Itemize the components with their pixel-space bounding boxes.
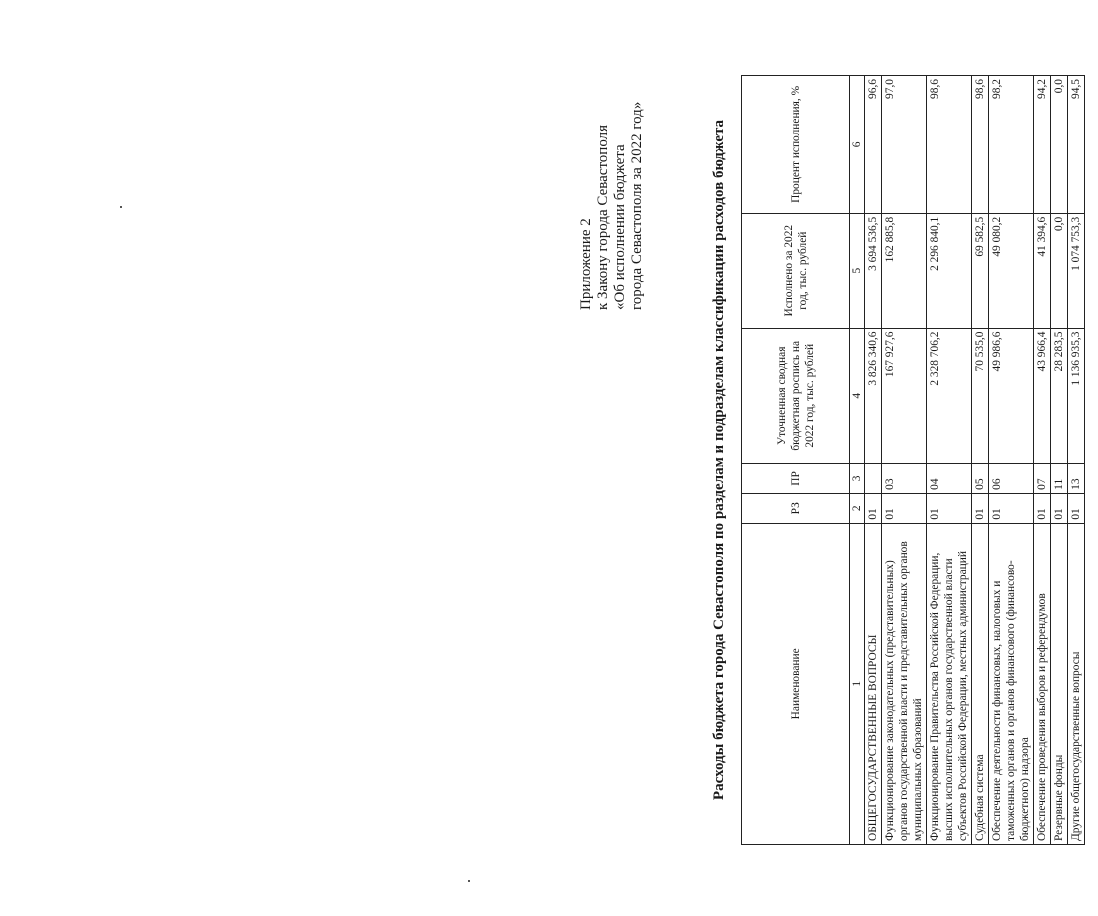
row-plan: 43 966,4 bbox=[1034, 328, 1051, 463]
row-pr: 06 bbox=[989, 463, 1034, 493]
row-rz: 01 bbox=[1034, 493, 1051, 523]
column-index: 4 bbox=[850, 328, 865, 463]
row-pr: 04 bbox=[927, 463, 972, 493]
header-plan: Уточненная сводная бюджетная роспись на 2022 год, тыс. рублей bbox=[742, 328, 850, 463]
appendix-header bbox=[578, 70, 646, 310]
row-done: 49 080,2 bbox=[989, 213, 1034, 328]
row-name: Функционирование Правительства Российской Федерации, высших исполнительных органов государственной власти субъектов Российской Федерации, местных администраций bbox=[927, 523, 972, 844]
document-title: Расходы бюджета города Севастополя по разделам и подразделам классификации расходов бюджета bbox=[711, 119, 727, 801]
column-index: 3 bbox=[850, 463, 865, 493]
row-rz: 01 bbox=[989, 493, 1034, 523]
row-pct: 96,6 bbox=[865, 76, 882, 214]
row-rz: 01 bbox=[927, 493, 972, 523]
row-pct: 94,5 bbox=[1068, 76, 1085, 214]
table-row bbox=[972, 76, 989, 845]
row-pr: 11 bbox=[1051, 463, 1068, 493]
row-pct: 0,0 bbox=[1051, 76, 1068, 214]
header-pr: ПР bbox=[742, 463, 850, 493]
table-row bbox=[927, 76, 972, 845]
row-pct: 98,2 bbox=[989, 76, 1034, 214]
table-row bbox=[1034, 76, 1051, 845]
row-plan: 1 136 935,3 bbox=[1068, 328, 1085, 463]
row-pr: 13 bbox=[1068, 463, 1085, 493]
row-done: 162 885,8 bbox=[882, 213, 927, 328]
row-name: Обеспечение деятельности финансовых, налоговых и таможенных органов и органов финансового (финансово-бюджетного) надзора bbox=[989, 523, 1034, 844]
row-rz: 01 bbox=[1068, 493, 1085, 523]
row-pr: 05 bbox=[972, 463, 989, 493]
table-row bbox=[865, 76, 882, 845]
table-header-row bbox=[742, 76, 850, 845]
row-name: Обеспечение проведения выборов и референдумов bbox=[1034, 523, 1051, 844]
header-name: Наименование bbox=[742, 523, 850, 844]
table-row bbox=[989, 76, 1034, 845]
row-done: 41 394,6 bbox=[1034, 213, 1051, 328]
row-pct: 94,2 bbox=[1034, 76, 1051, 214]
row-pr: 03 bbox=[882, 463, 927, 493]
column-index: 1 bbox=[850, 523, 865, 844]
row-done: 0,0 bbox=[1051, 213, 1068, 328]
row-plan: 28 283,5 bbox=[1051, 328, 1068, 463]
header-rz: РЗ bbox=[742, 493, 850, 523]
row-plan: 49 986,6 bbox=[989, 328, 1034, 463]
row-pct: 98,6 bbox=[927, 76, 972, 214]
appendix-line: города Севастополя за 2022 год» bbox=[629, 101, 645, 310]
row-done: 3 694 536,5 bbox=[865, 213, 882, 328]
row-pct: 97,0 bbox=[882, 76, 927, 214]
appendix-line: к Закону города Севастополя bbox=[595, 124, 611, 310]
scan-speck bbox=[120, 206, 122, 208]
appendix-line: Приложение 2 bbox=[578, 218, 594, 310]
scan-speck bbox=[468, 880, 470, 882]
row-done: 1 074 753,3 bbox=[1068, 213, 1085, 328]
row-rz: 01 bbox=[865, 493, 882, 523]
row-name: Другие общегосударственные вопросы bbox=[1068, 523, 1085, 844]
row-pct: 98,6 bbox=[972, 76, 989, 214]
row-pr bbox=[865, 463, 882, 493]
row-name: Функционирование законодательных (представительных) органов государственной власти и представительных органов муниципальных образований bbox=[882, 523, 927, 844]
column-index-row bbox=[850, 76, 865, 845]
row-plan: 2 328 706,2 bbox=[927, 328, 972, 463]
table-row bbox=[882, 76, 927, 845]
row-plan: 70 535,0 bbox=[972, 328, 989, 463]
column-index: 2 bbox=[850, 493, 865, 523]
row-pr: 07 bbox=[1034, 463, 1051, 493]
rotated-document bbox=[578, 70, 1098, 850]
column-index: 5 bbox=[850, 213, 865, 328]
row-plan: 167 927,6 bbox=[882, 328, 927, 463]
row-rz: 01 bbox=[972, 493, 989, 523]
row-done: 69 582,5 bbox=[972, 213, 989, 328]
table-row bbox=[1068, 76, 1085, 845]
appendix-line: «Об исполнении бюджета bbox=[612, 144, 628, 310]
table-row bbox=[1051, 76, 1068, 845]
row-name: Резервные фонды bbox=[1051, 523, 1068, 844]
row-rz: 01 bbox=[1051, 493, 1068, 523]
row-done: 2 296 840,1 bbox=[927, 213, 972, 328]
header-pct: Процент исполнения, % bbox=[742, 76, 850, 214]
row-name: ОБЩЕГОСУДАРСТВЕННЫЕ ВОПРОСЫ bbox=[865, 523, 882, 844]
row-plan: 3 826 340,6 bbox=[865, 328, 882, 463]
header-done: Исполнено за 2022 год, тыс. рублей bbox=[742, 213, 850, 328]
column-index: 6 bbox=[850, 76, 865, 214]
row-rz: 01 bbox=[882, 493, 927, 523]
row-name: Судебная система bbox=[972, 523, 989, 844]
budget-table bbox=[741, 75, 1085, 845]
